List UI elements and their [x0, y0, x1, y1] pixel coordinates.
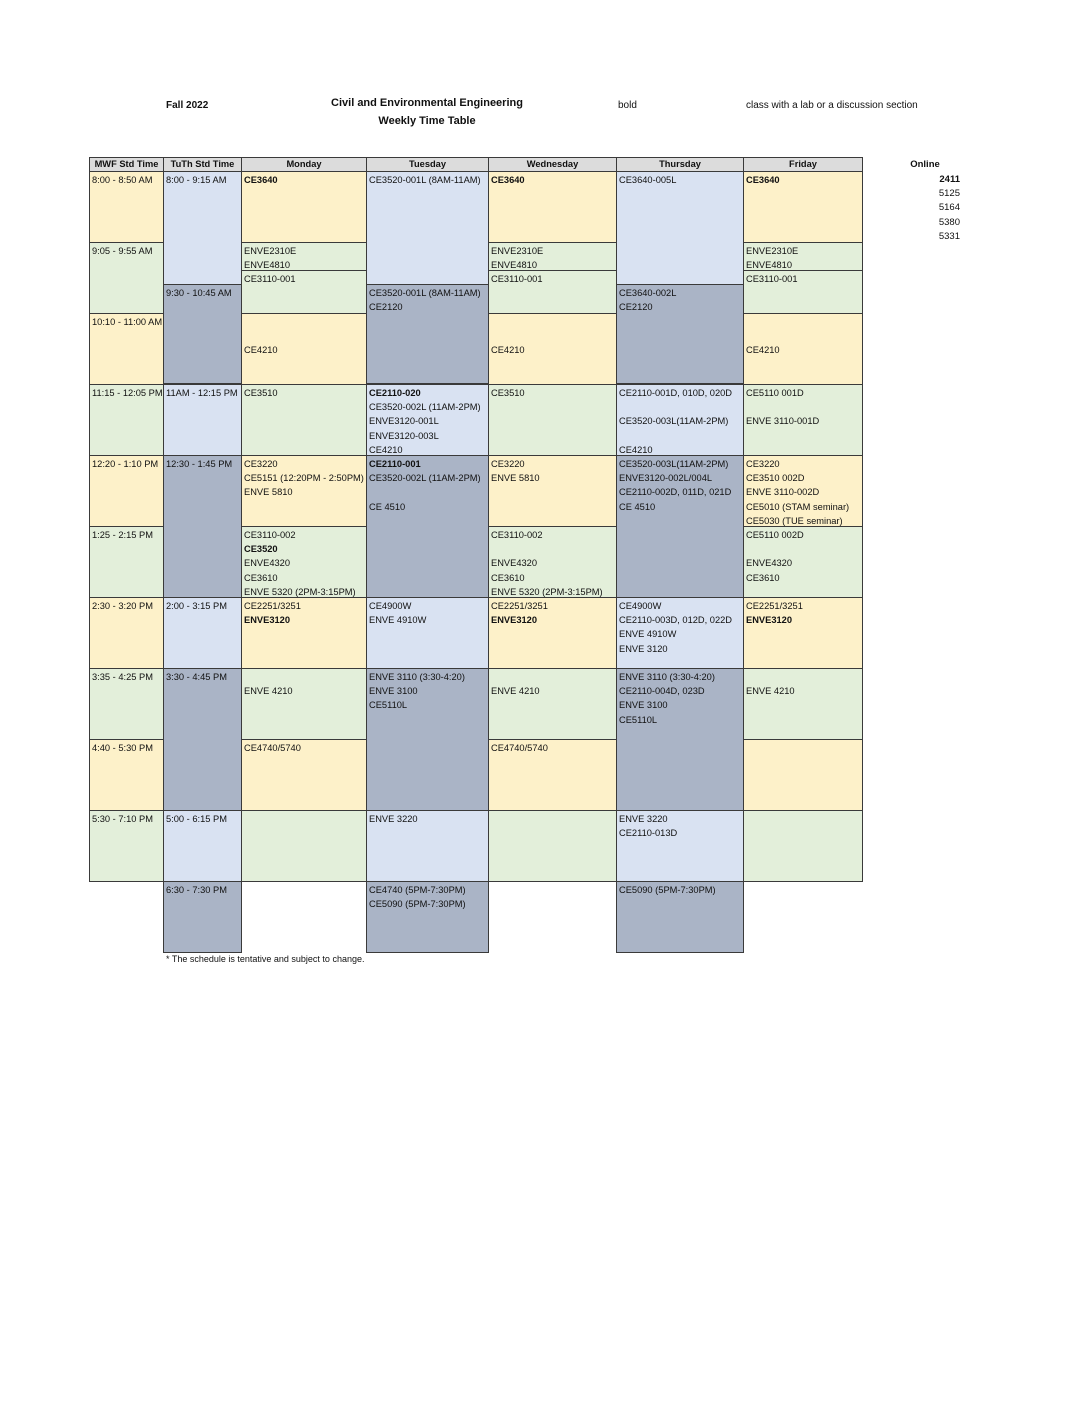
- course-entry: CE4740/5740: [244, 743, 301, 753]
- monday-slot: [241, 810, 367, 882]
- mwf-time-slot: [89, 455, 164, 527]
- mwf-time-slot: [89, 384, 164, 456]
- course-entry: ENVE 3100: [369, 686, 418, 697]
- course-entry: 8:00 - 8:50 AM: [92, 175, 153, 185]
- course-entry: 2:00 - 3:15 PM: [166, 601, 227, 611]
- course-entry: CE2110-004D, 023D: [619, 686, 705, 697]
- course-entry: 9:05 - 9:55 AM: [92, 246, 153, 256]
- wednesday-slot: [488, 739, 617, 811]
- course-entry: CE3110-001: [491, 274, 543, 284]
- course-entry: 11:15 - 12:05 PM: [92, 388, 163, 398]
- course-entry: 2:30 - 3:20 PM: [92, 601, 153, 611]
- course-entry: [244, 315, 364, 329]
- tuth-time-slot: [163, 171, 242, 285]
- column-header: Tuesday: [366, 157, 489, 172]
- tuth-time-slot: [163, 668, 242, 811]
- friday-slot: [743, 668, 863, 740]
- mwf-time-slot: [89, 171, 164, 243]
- course-entry: ENVE 3220: [369, 814, 418, 824]
- course-entry: CE2120: [619, 302, 653, 313]
- course-entry: CE3520-001L (8AM-11AM): [369, 175, 481, 185]
- course-entry: [746, 400, 860, 414]
- friday-slot: [743, 455, 863, 527]
- course-entry: [619, 400, 741, 414]
- course-entry: ENVE 3110 (3:30-4:20): [619, 672, 715, 682]
- course-entry: CE5010 (STAM seminar): [746, 501, 850, 512]
- course-entry: CE3110-001: [244, 274, 296, 284]
- thursday-slot: [616, 597, 744, 669]
- course-entry: CE3640-002L: [619, 288, 677, 298]
- wednesday-slot: [488, 384, 617, 456]
- course-entry: 3:35 - 4:25 PM: [92, 672, 153, 682]
- tuesday-slot: [366, 384, 489, 456]
- course-entry: CE3110-002: [491, 530, 543, 540]
- mwf-time-slot: [89, 668, 164, 740]
- wednesday-slot: [488, 668, 617, 740]
- monday-slot: [241, 384, 367, 456]
- tuth-time-slot: [163, 455, 242, 598]
- course-entry: CE5090 (5PM-7:30PM): [369, 899, 466, 910]
- course-entry: [491, 542, 614, 556]
- friday-slot: [743, 526, 863, 598]
- course-entry: ENVE 3110-002D: [746, 487, 820, 498]
- column-header: Friday: [743, 157, 863, 172]
- course-entry: CE4210: [619, 444, 653, 455]
- course-entry: CE 4510: [619, 501, 656, 512]
- mwf-time-slot: [89, 526, 164, 598]
- course-entry: CE2110-001: [369, 459, 421, 469]
- course-entry: 11AM - 12:15 PM: [166, 388, 238, 398]
- course-entry: ENVE3120-001L: [369, 416, 439, 427]
- course-entry: CE2251/3251: [244, 601, 301, 611]
- course-entry: 12:20 - 1:10 PM: [92, 459, 159, 469]
- course-entry: [244, 670, 364, 684]
- course-entry: ENVE4320: [244, 558, 290, 569]
- tuth-time-slot: [163, 810, 242, 882]
- friday-slot: [743, 242, 863, 271]
- course-entry: CE3510: [491, 388, 525, 398]
- tuth-time-slot: [163, 597, 242, 669]
- course-entry: CE4210: [244, 345, 278, 356]
- friday-slot: [743, 597, 863, 669]
- course-entry: ENVE2310E: [491, 246, 544, 256]
- online-item: 5331: [938, 230, 960, 242]
- course-entry: 5:00 - 6:15 PM: [166, 814, 227, 824]
- thursday-slot: [616, 810, 744, 882]
- course-entry: [746, 329, 860, 343]
- column-header: TuTh Std Time: [163, 157, 242, 172]
- wednesday-slot: [488, 455, 617, 527]
- wednesday-slot: [488, 171, 617, 243]
- course-entry: CE3640-005L: [619, 175, 677, 185]
- legend-description: class with a lab or a discussion section: [746, 100, 918, 111]
- tuesday-slot: [366, 171, 489, 285]
- course-entry: ENVE4810: [244, 260, 290, 271]
- thursday-slot: [616, 455, 744, 598]
- course-entry: 1:25 - 2:15 PM: [92, 530, 153, 540]
- monday-slot: [241, 455, 367, 527]
- course-entry: 5:30 - 7:10 PM: [92, 814, 153, 824]
- monday-slot: [241, 313, 367, 385]
- course-entry: CE5090 (5PM-7:30PM): [619, 885, 716, 895]
- course-entry: CE2110-003D, 012D, 022D: [619, 615, 733, 626]
- mwf-time-slot: [89, 739, 164, 811]
- online-item: 5125: [938, 188, 960, 200]
- course-entry: ENVE 5320 (2PM-3:15PM): [491, 586, 603, 597]
- wednesday-slot: [488, 810, 617, 882]
- monday-slot: [241, 526, 367, 598]
- course-entry: ENVE3120: [491, 615, 537, 626]
- course-entry: 9:30 - 10:45 AM: [166, 288, 232, 298]
- wednesday-slot: [488, 242, 617, 271]
- course-entry: ENVE4810: [491, 260, 537, 271]
- course-entry: ENVE 3100: [619, 700, 668, 711]
- course-entry: 10:10 - 11:00 AM: [92, 317, 163, 327]
- course-entry: [491, 670, 614, 684]
- course-entry: CE5110 001D: [746, 388, 804, 398]
- course-entry: CE5110L: [619, 714, 658, 725]
- course-entry: ENVE3120: [746, 615, 792, 626]
- course-entry: CE4900W: [369, 601, 412, 611]
- course-entry: ENVE 5320 (2PM-3:15PM): [244, 586, 356, 597]
- friday-slot: [743, 810, 863, 882]
- course-entry: CE2110-001D, 010D, 020D: [619, 388, 733, 398]
- course-entry: ENVE4810: [746, 260, 792, 271]
- friday-slot: [743, 171, 863, 243]
- tuth-time-slot: [163, 881, 242, 953]
- wednesday-slot: [488, 270, 617, 314]
- course-entry: CE4210: [369, 444, 403, 455]
- course-entry: CE3520-001L (8AM-11AM): [369, 288, 481, 298]
- monday-slot: [241, 270, 367, 314]
- online-title: Online: [910, 159, 940, 170]
- course-entry: CE2251/3251: [746, 601, 803, 611]
- course-entry: ENVE3120: [244, 615, 290, 626]
- course-entry: [244, 329, 364, 343]
- term-label: Fall 2022: [166, 100, 209, 111]
- online-item: 5164: [938, 202, 960, 214]
- course-entry: [746, 315, 860, 329]
- course-entry: ENVE4320: [491, 558, 537, 569]
- thursday-slot: [616, 384, 744, 456]
- course-entry: CE3110-001: [746, 274, 798, 284]
- column-header: MWF Std Time: [89, 157, 164, 172]
- schedule-note: * The schedule is tentative and subject to change.: [166, 954, 365, 964]
- course-entry: [619, 429, 741, 443]
- course-entry: ENVE 4910W: [619, 629, 677, 640]
- wednesday-slot: [488, 526, 617, 598]
- tuesday-slot: [366, 881, 489, 953]
- course-entry: ENVE 4210: [244, 686, 293, 697]
- tuesday-slot: [366, 597, 489, 669]
- tuesday-slot: [366, 455, 489, 598]
- course-entry: CE3510: [244, 388, 278, 398]
- course-entry: CE 4510: [369, 501, 406, 512]
- online-item: 5380: [938, 216, 960, 228]
- course-entry: ENVE3120-002L/004L: [619, 473, 713, 484]
- course-entry: CE3610: [746, 572, 780, 583]
- course-entry: CE4740/5740: [491, 743, 548, 753]
- course-entry: CE3640: [746, 175, 780, 185]
- course-entry: CE4210: [491, 345, 525, 356]
- course-entry: ENVE 4210: [491, 686, 540, 697]
- friday-slot: [743, 270, 863, 314]
- course-entry: ENVE2310E: [746, 246, 799, 256]
- course-entry: CE3640: [491, 175, 525, 185]
- course-entry: CE3520-003L(11AM-2PM): [619, 459, 729, 469]
- course-entry: 3:30 - 4:45 PM: [166, 672, 227, 682]
- column-header: Wednesday: [488, 157, 617, 172]
- thursday-slot: [616, 171, 744, 285]
- course-entry: CE4740 (5PM-7:30PM): [369, 885, 466, 895]
- course-entry: CE3520: [244, 544, 278, 555]
- course-entry: CE3510 002D: [746, 473, 805, 484]
- page-title-line1: Civil and Environmental Engineering: [331, 97, 523, 109]
- mwf-time-slot: [89, 313, 164, 385]
- online-courses: [890, 158, 960, 244]
- thursday-slot: [616, 881, 744, 953]
- mwf-time-slot: [89, 597, 164, 669]
- mwf-time-slot: [89, 810, 164, 882]
- online-item: 2411: [939, 174, 960, 185]
- course-entry: CE3520-002L (11AM-2PM): [369, 402, 481, 413]
- course-entry: CE2251/3251: [491, 601, 548, 611]
- tuth-time-slot: [163, 384, 242, 456]
- course-entry: CE5151 (12:20PM - 2:50PM): [244, 473, 364, 484]
- course-entry: 8:00 - 9:15 AM: [166, 175, 227, 185]
- course-entry: CE3220: [491, 459, 525, 469]
- course-entry: CE5030 (TUE seminar): [746, 515, 843, 526]
- course-entry: CE3640: [244, 175, 278, 185]
- course-entry: ENVE4320: [746, 558, 792, 569]
- course-entry: 4:40 - 5:30 PM: [92, 743, 153, 753]
- friday-slot: [743, 384, 863, 456]
- monday-slot: [241, 171, 367, 243]
- course-entry: ENVE 5810: [244, 487, 293, 498]
- course-entry: [491, 329, 614, 343]
- course-entry: ENVE 5810: [491, 473, 540, 484]
- wednesday-slot: [488, 597, 617, 669]
- course-entry: ENVE 3110-001D: [746, 416, 820, 427]
- course-entry: CE4900W: [619, 601, 662, 611]
- column-header: Thursday: [616, 157, 744, 172]
- course-entry: CE3520-002L (11AM-2PM): [369, 473, 481, 484]
- friday-slot: [743, 739, 863, 811]
- thursday-slot: [616, 668, 744, 811]
- course-entry: ENVE 4210: [746, 686, 795, 697]
- course-entry: ENVE 3110 (3:30-4:20): [369, 672, 465, 682]
- tuth-time-slot: [163, 284, 242, 384]
- course-entry: CE2110-013D: [619, 828, 678, 839]
- course-entry: ENVE 3220: [619, 814, 668, 824]
- monday-slot: [241, 668, 367, 740]
- course-entry: CE2110-020: [369, 388, 421, 398]
- mwf-time-slot: [89, 242, 164, 314]
- course-entry: CE2110-002D, 011D, 021D: [619, 487, 732, 498]
- monday-slot: [241, 242, 367, 271]
- course-entry: [746, 670, 860, 684]
- course-entry: CE3220: [244, 459, 278, 469]
- course-entry: CE4210: [746, 345, 780, 356]
- course-entry: CE3220: [746, 459, 780, 469]
- thursday-slot: [616, 284, 744, 384]
- course-entry: CE5110 002D: [746, 530, 804, 540]
- course-entry: CE3610: [491, 572, 525, 583]
- course-entry: 6:30 - 7:30 PM: [166, 885, 227, 895]
- course-entry: CE3610: [244, 572, 278, 583]
- course-entry: ENVE2310E: [244, 246, 297, 256]
- course-entry: CE3520-003L(11AM-2PM): [619, 416, 729, 427]
- course-entry: CE5110L: [369, 700, 408, 711]
- page-title-line2: Weekly Time Table: [378, 115, 476, 127]
- course-entry: ENVE 3120: [619, 643, 668, 654]
- wednesday-slot: [488, 313, 617, 385]
- friday-slot: [743, 313, 863, 385]
- tuesday-slot: [366, 668, 489, 811]
- course-entry: 12:30 - 1:45 PM: [166, 459, 233, 469]
- course-entry: CE3110-002: [244, 530, 296, 540]
- course-entry: [746, 542, 860, 556]
- monday-slot: [241, 739, 367, 811]
- monday-slot: [241, 597, 367, 669]
- course-entry: ENVE3120-003L: [369, 430, 439, 441]
- tuesday-slot: [366, 284, 489, 384]
- course-entry: CE2120: [369, 302, 403, 313]
- tuesday-slot: [366, 810, 489, 882]
- course-entry: [369, 485, 486, 499]
- course-entry: ENVE 4910W: [369, 615, 427, 626]
- column-header: Monday: [241, 157, 367, 172]
- course-entry: [491, 315, 614, 329]
- legend-bold: bold: [618, 100, 637, 111]
